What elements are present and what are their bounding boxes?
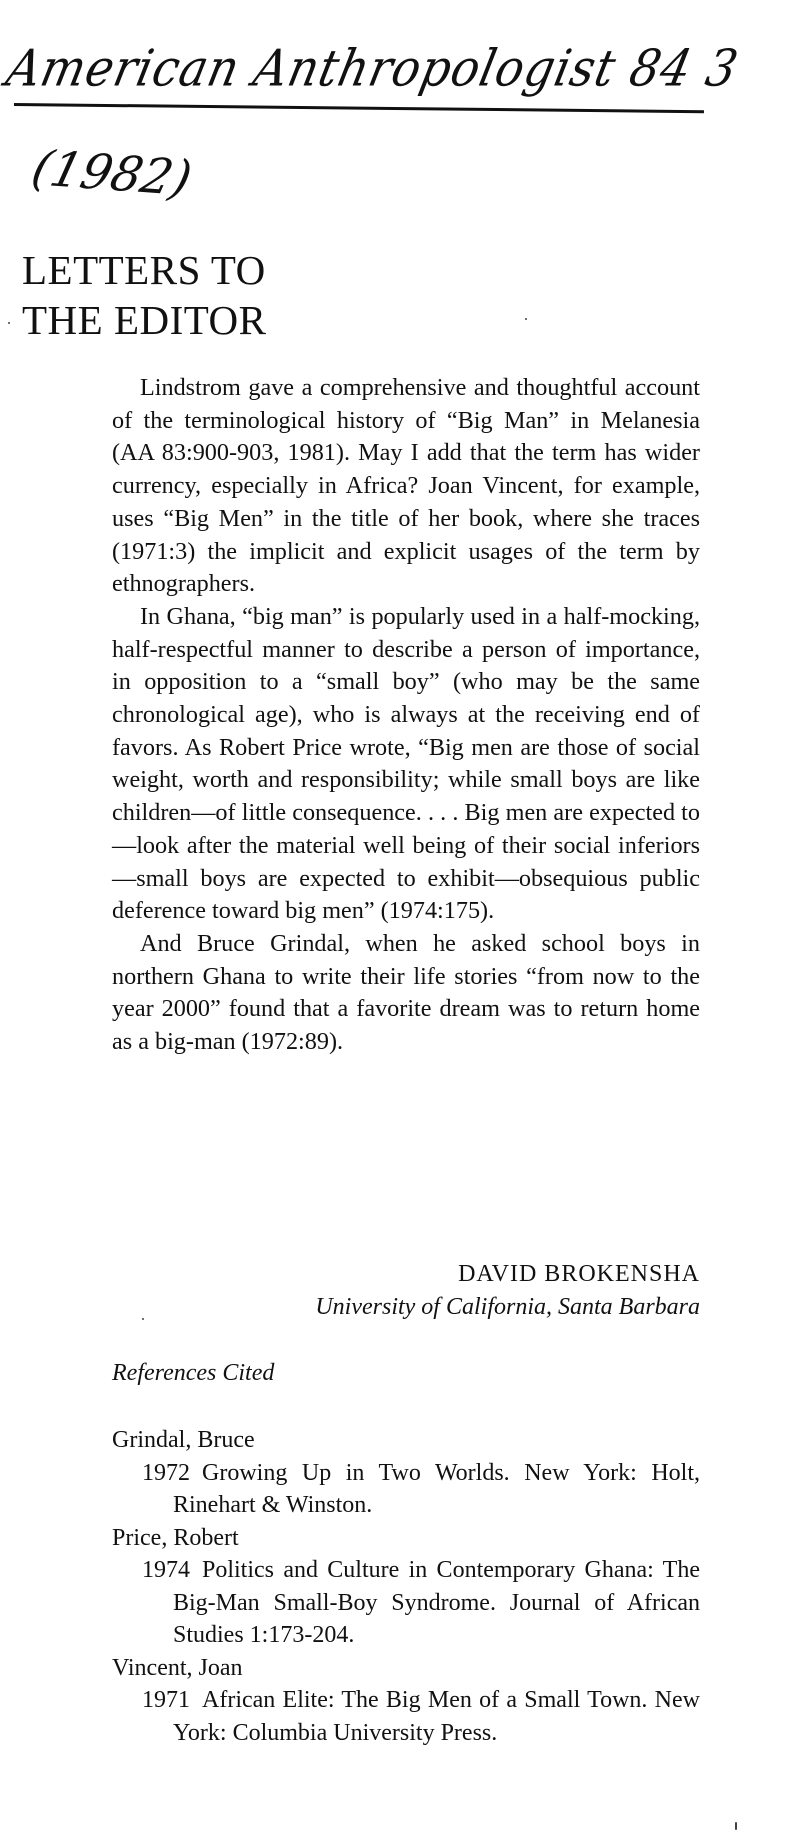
- scan-speck: [8, 322, 10, 324]
- reference-author: Price, Robert: [112, 1524, 239, 1551]
- handwritten-year-note: (1982): [26, 140, 198, 207]
- references-heading: References Cited: [112, 1360, 275, 1386]
- handwritten-journal-note: American Anthropologist 84 3: [1, 38, 744, 98]
- reference-text: African Elite: The Big Men of a Small Town. New York: Columbia University Press.: [173, 1687, 700, 1746]
- reference-entry: [142, 1684, 700, 1749]
- section-heading-line-1: LETTERS TO: [22, 247, 266, 293]
- reference-text: Growing Up in Two Worlds. New York: Holt, Rinehart & Winston.: [173, 1459, 700, 1518]
- reference-year: 1971: [142, 1687, 190, 1713]
- body-paragraph: And Bruce Grindal, when he asked school boys in northern Ghana to write their life stories “from now to the year 2000” found that a favorite dream was to return home as a big-man (1972:89).: [112, 929, 700, 1056]
- author-affiliation: University of California, Santa Barbara: [315, 1294, 700, 1320]
- reference-year: 1972: [142, 1459, 190, 1486]
- body-paragraph: Lindstrom gave a comprehensive and thoughtful account of the terminological history of “Big Man” in Melanesia (AA 83:900-903, 1981). May I add that the term has wider currency, especially in Africa? Joan Vincent, for example, uses “Big Men” in the title of her book, where she traces (1971:3) the implicit and explicit usages of the term by ethnographers.: [112, 374, 700, 598]
- author-name: DAVID BROKENSHA: [458, 1261, 700, 1287]
- reference-year: 1974: [142, 1557, 190, 1583]
- scan-speck: [142, 1318, 144, 1320]
- reference-author: Vincent, Joan: [112, 1654, 243, 1681]
- section-heading-line-2: THE EDITOR: [22, 297, 267, 343]
- reference-entry: [142, 1554, 700, 1652]
- body-paragraph: In Ghana, “big man” is popularly used in a half-mocking, half-respectful manner to describe a person of importance, in opposition to a “small boy” (who may be the same chronological age), who is always at the receiving end of favors. As Robert Price wrote, “Big men are those of social weight, worth and responsibility; while small boys are like children—of little consequence. . . . Big men are expected to—look after the material well being of their social inferiors—small boys are expected to exhibit—obsequious public deference toward big men” (1974:175).: [112, 602, 700, 925]
- scan-speck: [735, 1822, 737, 1830]
- letter-body: [112, 372, 700, 1059]
- references-list: [112, 1424, 700, 1749]
- handwritten-underline: [14, 103, 704, 113]
- scan-speck: [525, 318, 527, 320]
- reference-text: Politics and Culture in Contemporary Ghana: The Big-Man Small-Boy Syndrome. Journal of African Studies 1:173-204.: [173, 1557, 700, 1648]
- reference-entry: [142, 1457, 700, 1522]
- reference-author: Grindal, Bruce: [112, 1427, 255, 1453]
